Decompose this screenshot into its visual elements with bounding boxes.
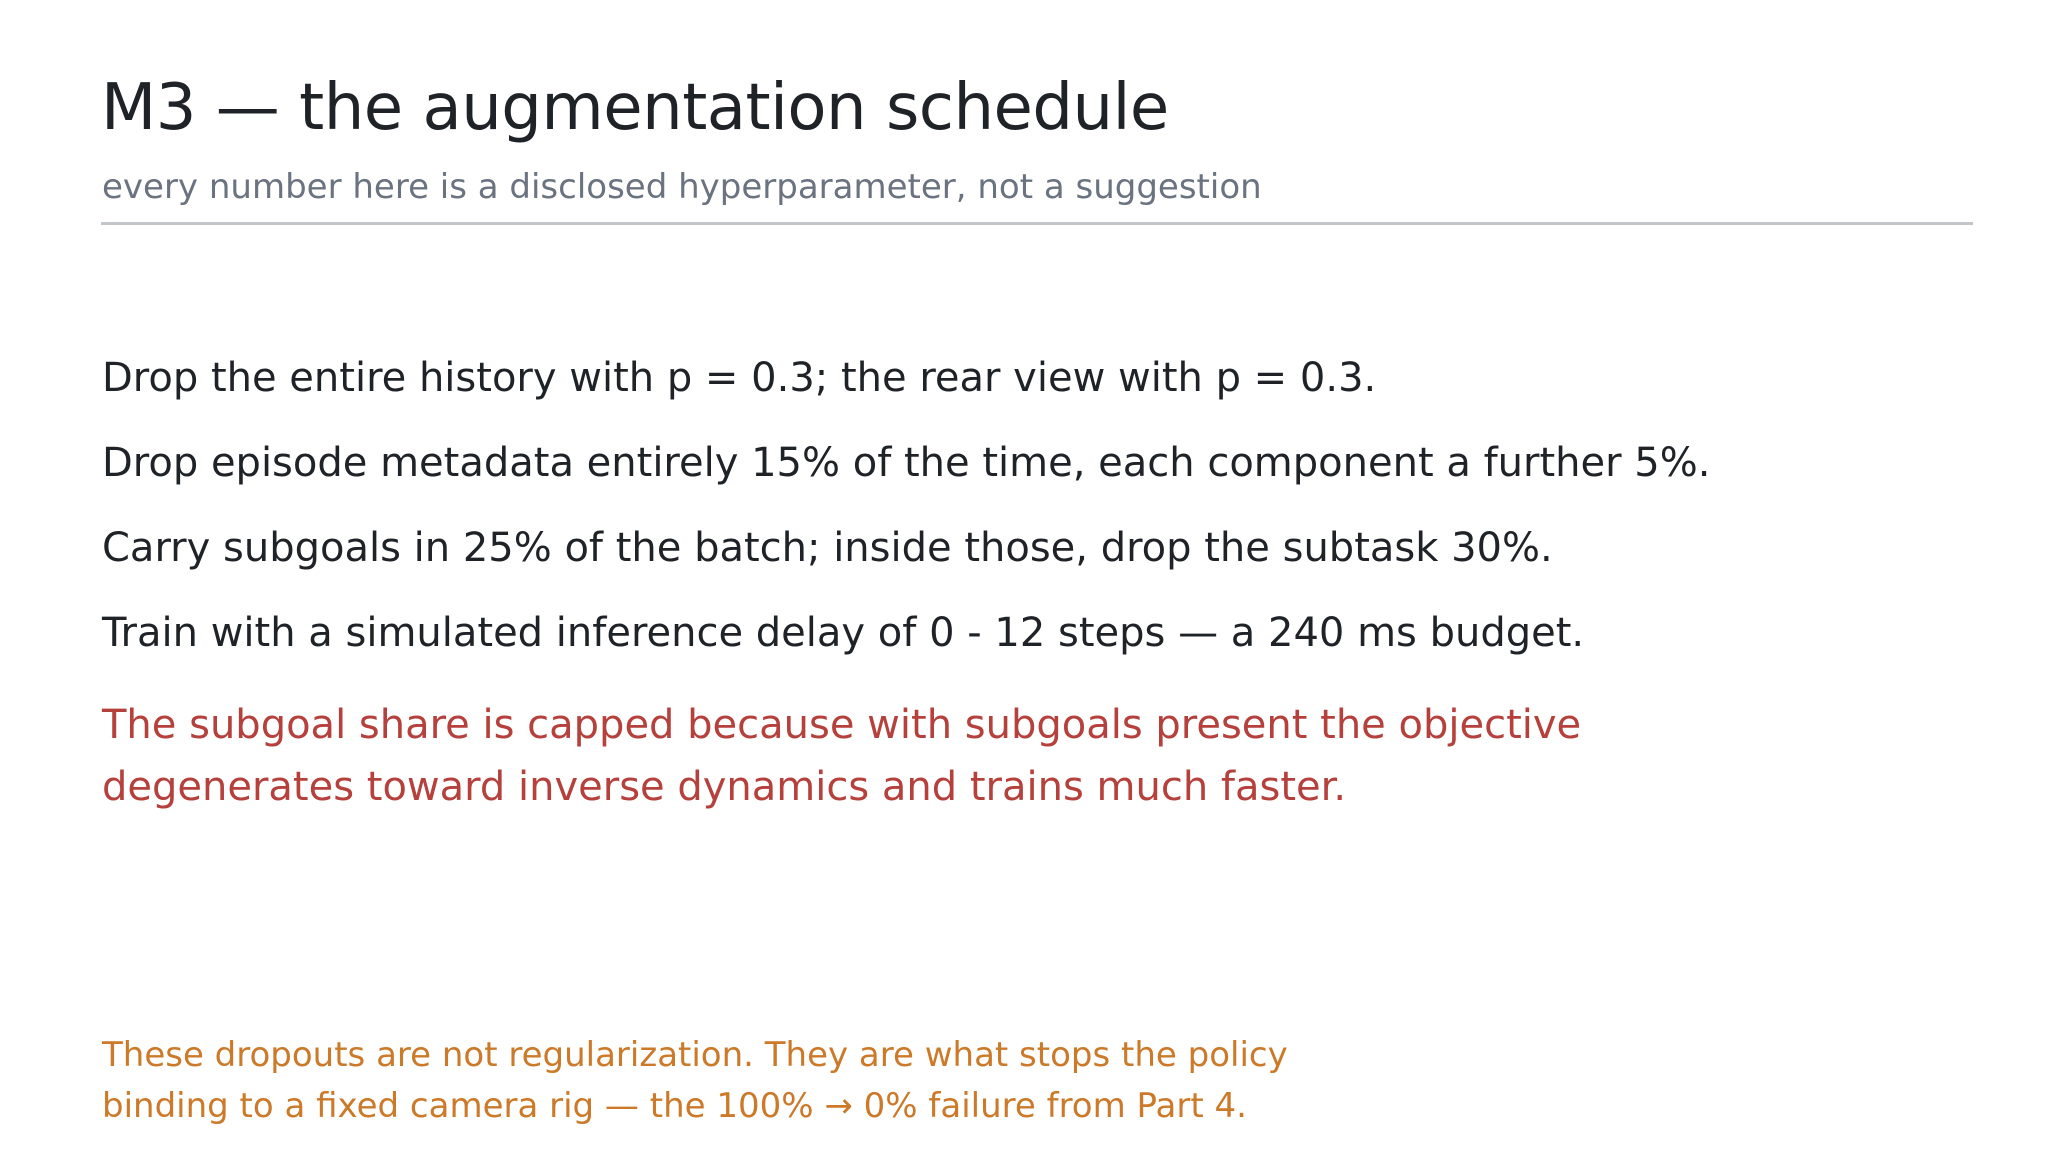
footnote-line: binding to a fixed camera rig — the 100% → 0% failure from Part 4. [102,1086,1247,1126]
title-divider [101,222,1973,225]
footnote-line: These dropouts are not regularization. They are what stops the policy [102,1035,1288,1075]
body-line-metadata-dropout: Drop episode metadata entirely 15% of the time, each component a further 5%. [102,440,1711,486]
body-line-history-dropout: Drop the entire history with p = 0.3; the rear view with p = 0.3. [102,355,1377,401]
body-line-subgoal-share: Carry subgoals in 25% of the batch; inside those, drop the subtask 30%. [102,525,1553,571]
body-line-inference-delay: Train with a simulated inference delay of 0 - 12 steps — a 240 ms budget. [102,610,1585,656]
footnote [102,1030,1602,1132]
emphasis-note: The subgoal share is capped because with subgoals present the objective degenerates toward inverse dynamics and trains much faster. [102,702,1582,810]
slide-subtitle: every number here is a disclosed hyperparameter, not a suggestion [102,167,1262,207]
slide-title: M3 — the augmentation schedule [101,71,1169,145]
